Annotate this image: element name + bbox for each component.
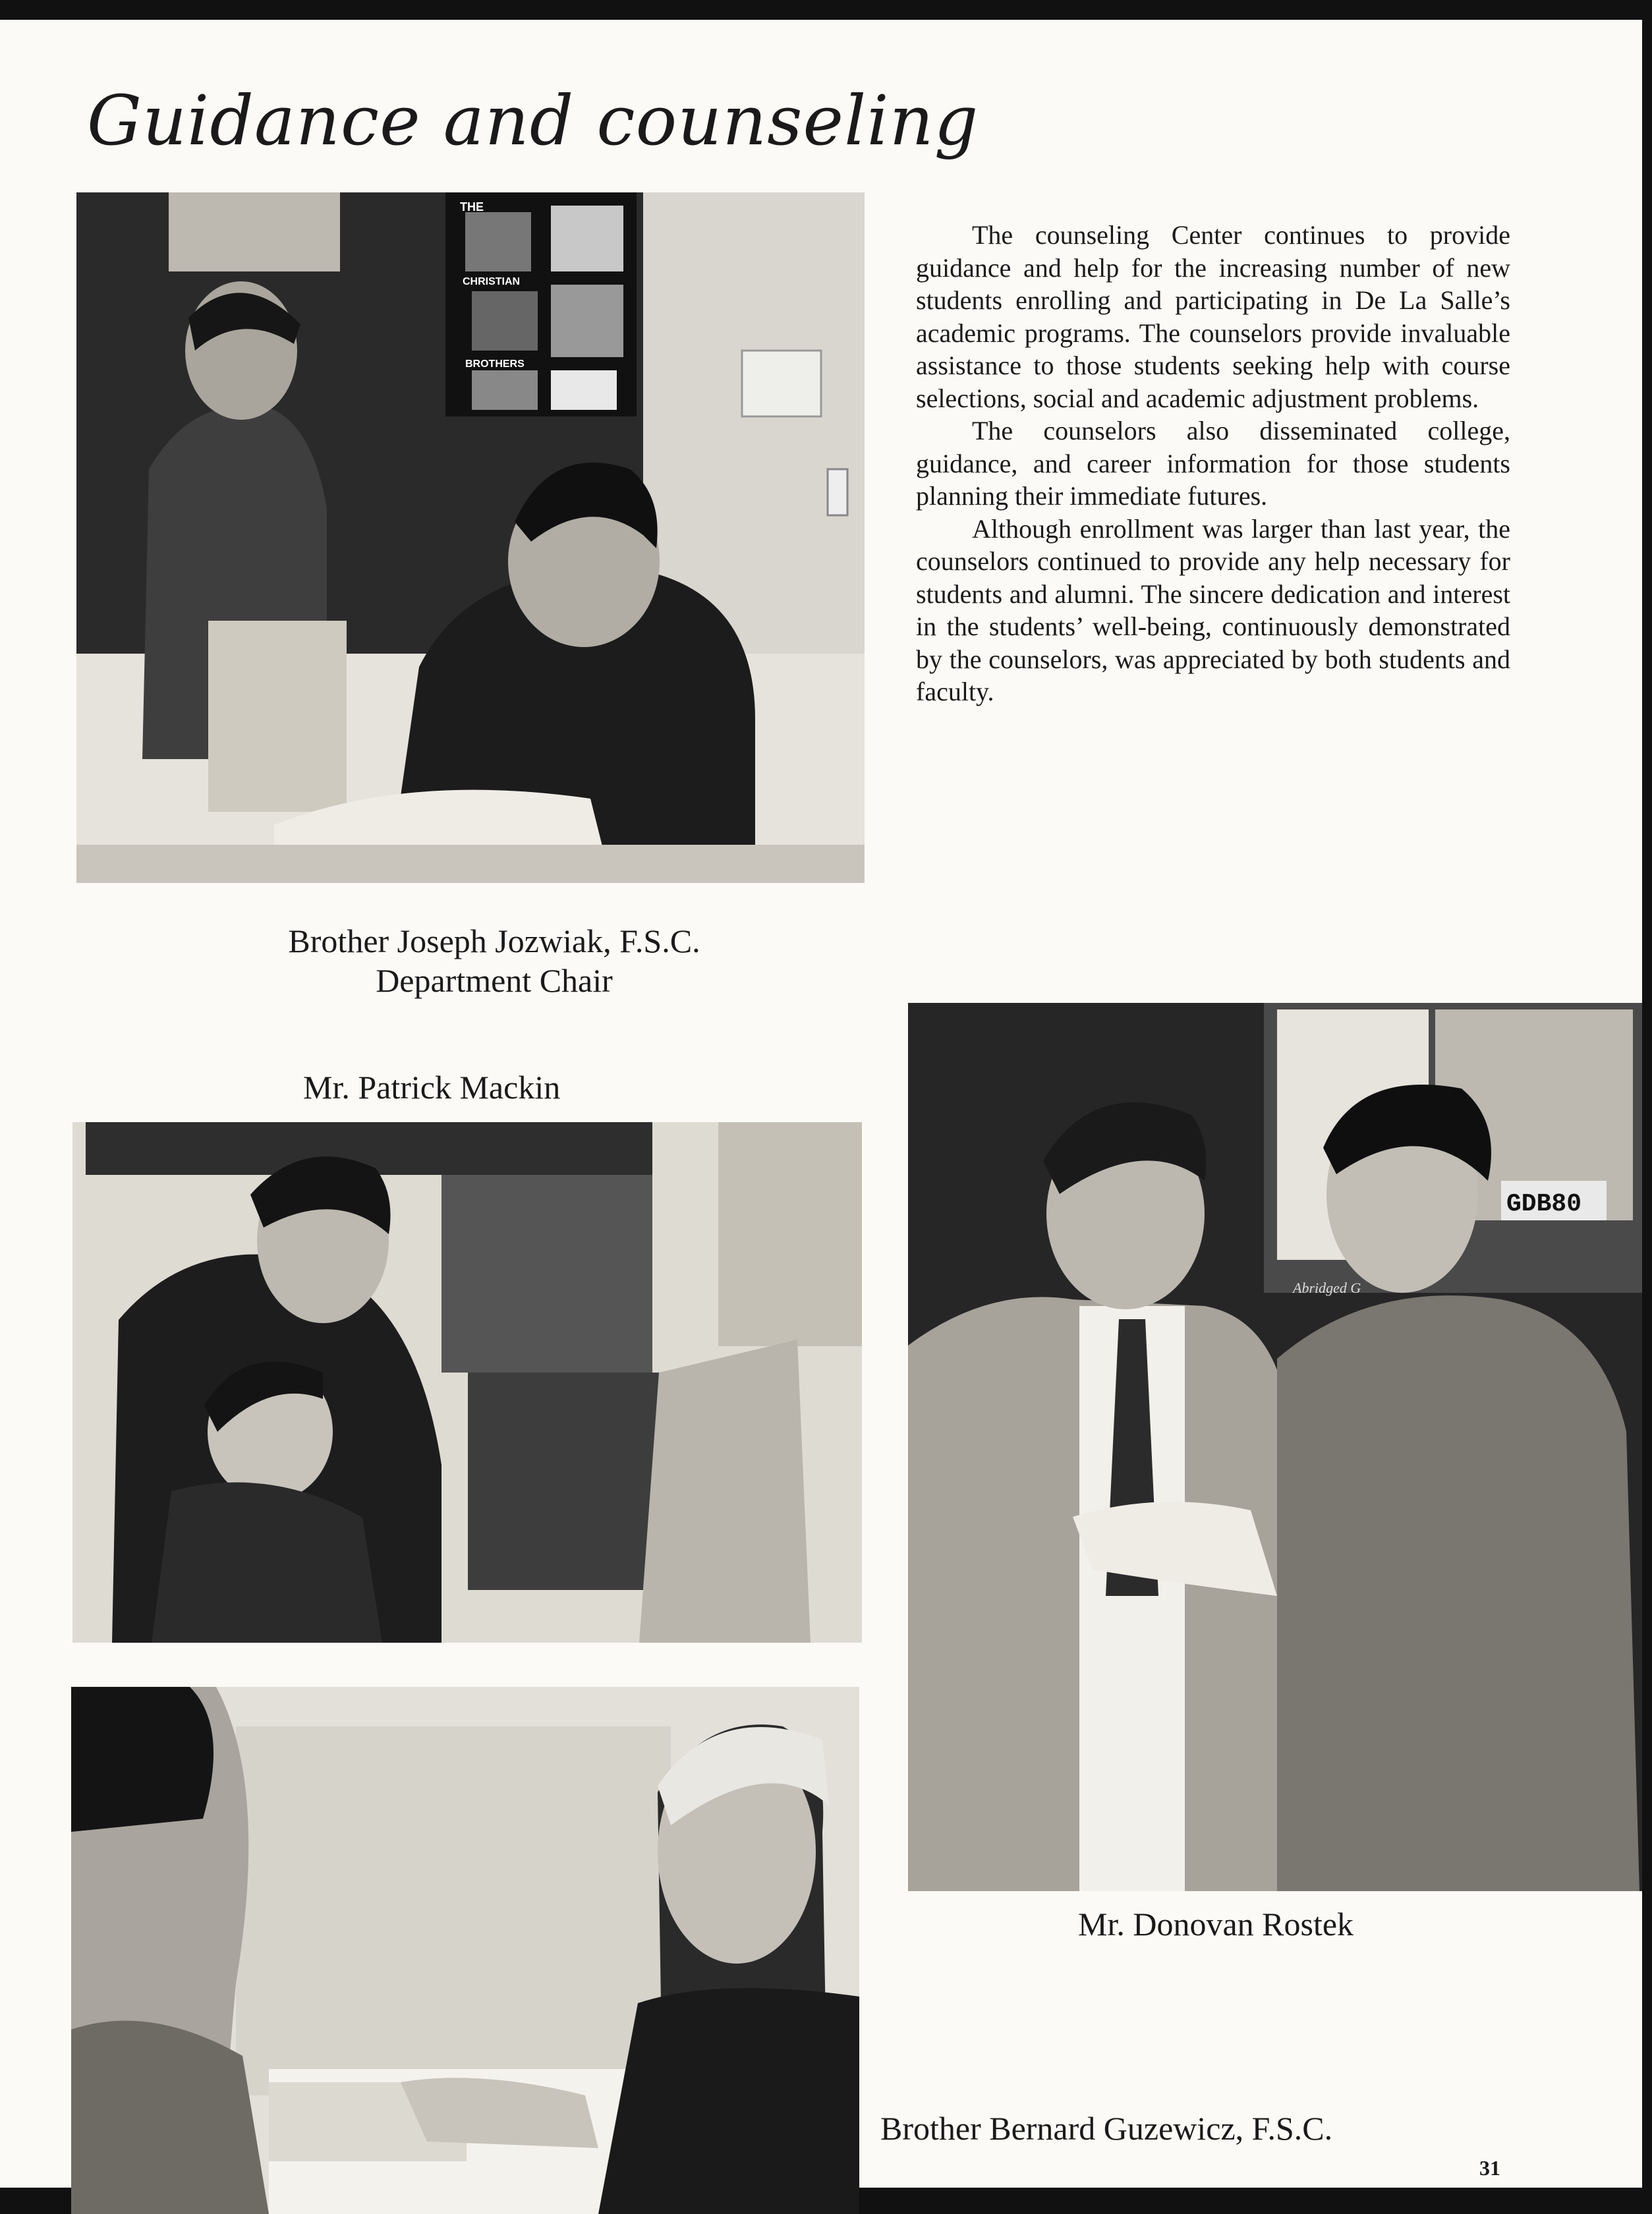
article-body	[916, 219, 1510, 708]
article-paragraph: The counseling Center continues to provide guidance and help for the increasing number of new students enrolling and participating in De La Salle’s academic programs. The counselors provide invaluable assistance to those students seeking help with course selections, social and academic adjustment problems.	[916, 220, 1510, 413]
poster-fragment-number: GDB80	[1506, 1190, 1582, 1218]
photo-mackin-with-student	[72, 1122, 862, 1643]
caption-guzewicz: Brother Bernard Guzewicz, F.S.C.	[880, 2110, 1333, 2147]
photo-rostek-with-student	[908, 1003, 1642, 1891]
photo-mackin-artwork	[72, 1122, 862, 1643]
photo-jozwiak-with-student	[76, 192, 865, 883]
caption-jozwiak-name: Brother Joseph Jozwiak, F.S.C.	[288, 922, 700, 959]
caption-rostek: Mr. Donovan Rostek	[1078, 1906, 1354, 1943]
photo-rostek-artwork	[908, 1003, 1642, 1891]
article-paragraph: Although enrollment was larger than last year, the counselors continued to provide any help necessary for students and alumni. The sincere dedication and interest in the students’ well-being, continuously demonstrated by the counselors, was appreciated by both students and faculty.	[916, 513, 1510, 706]
poster-text-line-1: THE	[460, 200, 484, 213]
photo-guzewicz-with-student	[71, 1687, 859, 2214]
poster-text-line-3: BROTHERS	[465, 358, 525, 370]
caption-jozwiak	[198, 921, 791, 1000]
article-paragraph: The counselors also disseminated college, guidance, and career information for those students planning their immediate futures.	[916, 416, 1510, 511]
photo-guzewicz-artwork	[71, 1687, 859, 2214]
page-title: Guidance and counseling	[87, 80, 979, 161]
poster-text-line-2: CHRISTIAN	[463, 276, 521, 287]
page-number: 31	[1479, 2156, 1500, 2180]
caption-jozwiak-role: Department Chair	[376, 962, 613, 999]
yearbook-page	[0, 20, 1642, 2188]
photo-jozwiak-artwork	[76, 192, 865, 883]
caption-mackin: Mr. Patrick Mackin	[303, 1069, 561, 1106]
poster-fragment-title: Abridged G	[1293, 1280, 1361, 1296]
